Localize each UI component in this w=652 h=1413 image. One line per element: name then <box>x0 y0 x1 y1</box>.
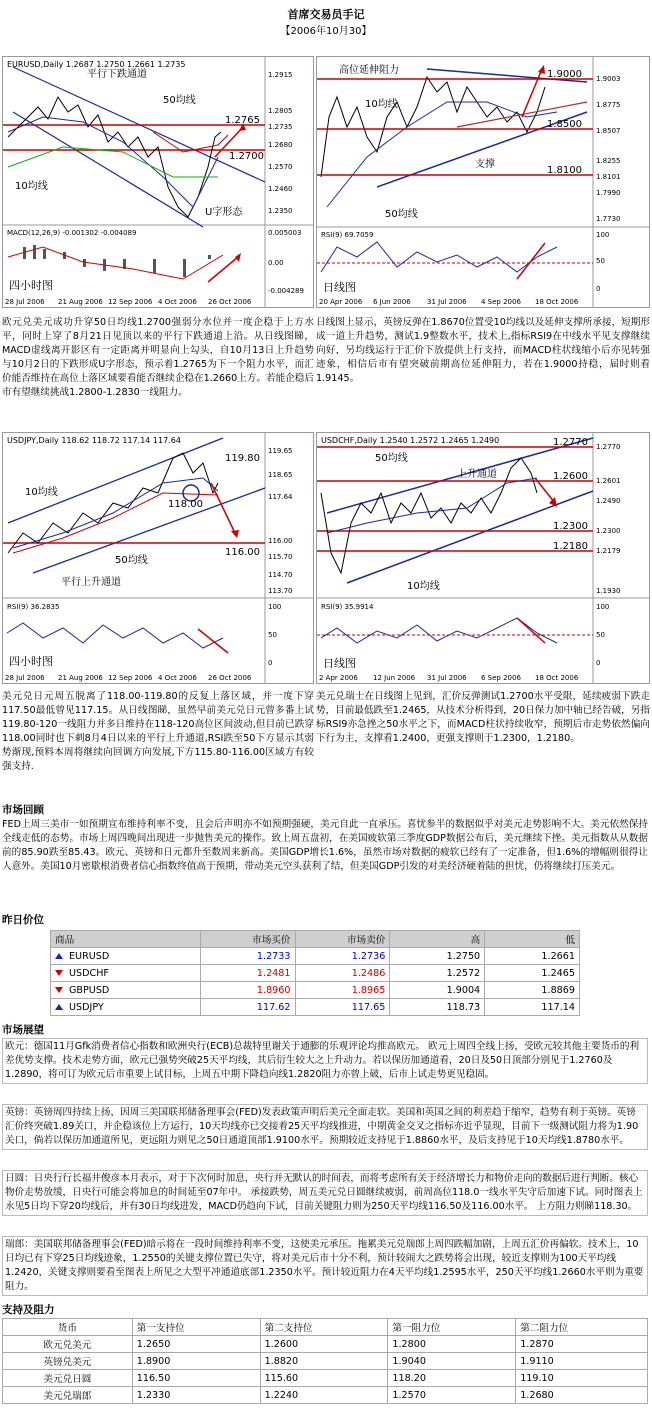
table-row: 美元兑瑞郎 1.2330 1.2240 1.2570 1.2680 <box>3 1387 648 1404</box>
svg-text:1.2735: 1.2735 <box>268 123 293 131</box>
outlook-heading: 市场展望 <box>2 1024 44 1036</box>
y-axis-labels <box>268 447 293 667</box>
svg-text:1.2570: 1.2570 <box>268 163 293 171</box>
svg-text:28 Jul 2006: 28 Jul 2006 <box>5 674 45 682</box>
svg-text:1.8775: 1.8775 <box>596 101 621 109</box>
svg-text:28 Jul 2006: 28 Jul 2006 <box>5 298 45 306</box>
yesterday-prices-heading: 昨日价位 <box>2 914 44 926</box>
svg-text:1.8255: 1.8255 <box>596 157 621 165</box>
market-review-text: FED上周三美市一如预期宣布维持利率不变，且会后声明亦不如预期强硬，美元自此一直承压。喜忧参半的数据似乎对美元走势影响不大。美元依然保持全线走低的态势。市场上周四晚间出现进一步抛售美元的操作。致上周五盘初，在美国疲软第三季度GDP数据公布后，美元继续下挫。美元指数从从数据前的85.90跌至85.43。欧元、英镑和日元都升至数周来新高。美国GDP增长1.6%，虽然市场对数据的疲软已经有了一定准备，但1.6%的增幅则很得让人意外。美国10月密歇根消费者信心指数终值高于预期，带动美元空头获利了结，但美国GDP引发的对美经济硬着陆的担忧，仍将继续打压美元。 <box>2 819 648 872</box>
svg-text:1.8507: 1.8507 <box>596 127 621 135</box>
svg-text:1.2179: 1.2179 <box>596 547 621 555</box>
usdchf-chart <box>316 432 650 684</box>
svg-text:1.8101: 1.8101 <box>596 173 621 181</box>
ann-ma50: 50均线 <box>375 453 408 464</box>
outlook-chf: 瑞郎：美国联邦储备理事会(FED)暗示将在一段时间维持利率不变，这使美元承压。拖累美元兑瑞郎上周四跌幅加剧，上周五汇价再偏软。技术上，10日均已有下穿25日均线迹象，1.2550的关键支撑位置已失守，将对美元后市十分不利，预计较闹大之跌势将会出现，较近支撑则为100天平均线1.2420，关键支撑则要看至图表上所见之大型平冲通道底部1.2350水平。预计较近阻力在4天平均线1.2595水平，250天平均线1.2660水平则为重要阻力。 <box>2 1236 648 1296</box>
svg-text:18 Oct 2006: 18 Oct 2006 <box>535 674 579 682</box>
svg-text:26 Oct 2006: 26 Oct 2006 <box>208 298 252 306</box>
rsi-label: RSI(9) 69.7059 <box>321 231 374 239</box>
x-axis-labels <box>319 674 579 682</box>
ann-ma10: 10均线 <box>25 487 58 498</box>
usdjpy-chart <box>2 432 314 684</box>
level-2: 118.00 <box>168 499 203 510</box>
table-row: 英镑兑美元 1.8900 1.8820 1.9040 1.9110 <box>3 1353 648 1370</box>
report-date: 【2006年10月30】 <box>280 26 372 37</box>
svg-text:1.2915: 1.2915 <box>268 71 293 79</box>
svg-text:1.2680: 1.2680 <box>268 141 293 149</box>
svg-text:1.2601: 1.2601 <box>596 477 621 485</box>
col-bid: 市场买价 <box>200 931 295 948</box>
level-3: 1.8100 <box>547 165 582 176</box>
svg-text:119.65: 119.65 <box>268 447 293 455</box>
level-2: 1.2700 <box>229 151 264 162</box>
page-title: 首席交易员手记 <box>287 8 365 21</box>
svg-text:1.2490: 1.2490 <box>596 497 621 505</box>
svg-text:1.2300: 1.2300 <box>596 527 621 535</box>
x-axis-labels <box>319 298 579 306</box>
ann-ma10: 10均线 <box>15 181 48 192</box>
chart-caption: EURUSD,Daily 1.2687 1.2750 1.2661 1.2735 <box>7 60 186 69</box>
ann-support: 支撑 <box>475 159 495 170</box>
ann-ma10: 10均线 <box>407 581 440 592</box>
svg-text:113.70: 113.70 <box>268 587 293 595</box>
svg-text:100: 100 <box>596 603 610 611</box>
ann-ma50: 50均线 <box>385 209 418 220</box>
gbpusd-chart <box>316 56 650 308</box>
chart-caption: USDCHF,Daily 1.2540 1.2572 1.2465 1.2490 <box>321 436 500 445</box>
table-row: 美元兑日圆 116.50 115.60 118.20 119.10 <box>3 1370 648 1387</box>
col-high: 高 <box>390 931 485 948</box>
svg-text:0: 0 <box>596 285 601 293</box>
rsi-label: RSI(9) 36.2835 <box>7 603 60 611</box>
level-1: 1.9000 <box>547 69 582 80</box>
col-s2: 第二支持位 <box>260 1319 388 1336</box>
level-2: 1.2600 <box>553 471 588 482</box>
outlook-gbp: 英镑：英镑周四持续上扬，因周三美国联邦储备理事会(FED)发表政策声明后美元全面走软。美国和英国之间的利差趋于缩窄，趋势有利于英镑。英镑汇价终突破1.89关口，并企稳该位上方运行，10天均线亦已交接着25天平均线推进，中期黄金交叉之指标亦近乎显现，目前下一级测试阻力将为1.90关口，倘若以保历加通道所见，更远阻力则见之50日通道顶部1.9100水平。预期较近支持见于1.8860水平，及后支持见于10天均线1.8780水平。 <box>2 1104 648 1150</box>
gbpusd-analysis: 日线图上显示，英镑反弹在1.8670位置受10均线以及延伸支撑所承接，短期形成一道上升趋势，测试1.9整数水平，技术上,指标RSI9在中线水平见支撑继续向好，另均线运行于汇价下放提供上行支持，而MACD柱状线缩小后亦见转强迹象，相信后市有望突破前期高位延伸阻力，若在1.9000持稳，届时则看1.9145。 <box>316 317 650 384</box>
svg-text:6 Jun 2006: 6 Jun 2006 <box>373 298 411 306</box>
usdjpy-analysis: 美元兑日元周五脱离了118.00-119.80的反复上落区域，并一度下穿117.50最低曾见117.15。从日线图睇，虽然早前美元兑日元曾多番上试119.80-120一线阻力并多日维持在118-120高位区间波动,但目前已跌穿118.00同时也下刺8月4日以来的平行上升通道,RSI跌至50下方显示其弱势渐现,预料本周将继续向回调方向发展,下方115.80-116.00区域方有较强支持. <box>2 691 314 772</box>
svg-text:1.2805: 1.2805 <box>268 107 293 115</box>
svg-text:100: 100 <box>268 603 282 611</box>
svg-text:0: 0 <box>596 659 601 667</box>
chart-caption: USDJPY,Daily 118.62 118.72 117.14 117.64 <box>7 436 181 445</box>
rsi-label: RSI(9) 35.9914 <box>321 603 374 611</box>
svg-text:1.2460: 1.2460 <box>268 185 293 193</box>
timeframe-label: 四小时图 <box>9 279 53 292</box>
svg-text:118.65: 118.65 <box>268 471 293 479</box>
col-ask: 市场卖价 <box>295 931 390 948</box>
svg-text:12 Jun 2006: 12 Jun 2006 <box>373 674 416 682</box>
outlook-eur: 欧元：德国11月Gfk消费者信心指数和欧洲央行(ECB)总裁特里谢关于通膨的乐观评论均推高欧元。 欧元上周四全线上扬，受欧元较其他主要货币的利差优势支撑。技术走势方面，欧元已强势突破25天平均线，其后衍生较大之上升动力。若以保历加通道看，20日及50日顶部分别见于1.2760及1.2890，将可订为欧元后市重要上试目标，上周五中期下降趋向线1.2820阻力亦曾上破，后市上试走势更见稳固。 <box>2 1038 648 1084</box>
col-r1: 第一阻力位 <box>388 1319 516 1336</box>
svg-text:21 Aug 2006: 21 Aug 2006 <box>58 674 103 682</box>
ann-channel: 平行上升通道 <box>61 577 121 588</box>
svg-text:4 Sep 2006: 4 Sep 2006 <box>481 298 521 306</box>
svg-text:116.00: 116.00 <box>268 537 293 545</box>
svg-text:0.005003: 0.005003 <box>268 229 302 237</box>
svg-text:26 Oct 2006: 26 Oct 2006 <box>208 674 252 682</box>
up-arrow-icon <box>55 953 63 959</box>
macd-label: MACD(12,26,9) -0.001302 -0.004089 <box>7 229 137 237</box>
svg-text:4 Oct 2006: 4 Oct 2006 <box>158 298 197 306</box>
col-pair: 货币 <box>3 1319 133 1336</box>
market-review-heading: 市场回顾 <box>2 804 44 816</box>
up-arrow-icon <box>55 1004 63 1010</box>
outlook-jpy: 日圆：日央行行长福井俊彦本月表示，对于下次何时加息，央行并无默认的时间表，而将考虑所有关于经济增长力和物价走向的数据后进行判断。核心物价走势放缓，日央行可能会将加息的时间延至07年中。 承接跌势，周五美元兑日圆继续疲弱，前周高位118.0一线水平失守后加速下试。同时图表上永见5日均下穿20均线后，并有30日均线进发，MACD仍趋向下试，目前关键阻力则为250天平均线116.50及116.00水平。 上方阻力则睇118.30。 <box>2 1170 648 1216</box>
svg-text:1.7990: 1.7990 <box>596 189 621 197</box>
svg-text:1.9003: 1.9003 <box>596 75 621 83</box>
svg-text:20 Apr 2006: 20 Apr 2006 <box>319 298 363 306</box>
ann-channel: 平行下跌通道 <box>87 69 147 80</box>
ann-extension: 高位延伸阻力 <box>339 65 399 76</box>
svg-text:50: 50 <box>596 631 605 639</box>
svg-text:114.70: 114.70 <box>268 571 293 579</box>
svg-text:2 Apr 2006: 2 Apr 2006 <box>319 674 358 682</box>
down-arrow-icon <box>55 987 63 993</box>
ann-ma50: 50均线 <box>115 555 148 566</box>
svg-text:4 Oct 2006: 4 Oct 2006 <box>158 674 197 682</box>
timeframe-label: 四小时图 <box>9 655 53 668</box>
level-4: 1.2180 <box>553 541 588 552</box>
y-axis-labels <box>596 75 621 293</box>
col-r2: 第二阻力位 <box>516 1319 648 1336</box>
svg-text:115.70: 115.70 <box>268 553 293 561</box>
timeframe-label: 日线图 <box>323 281 356 294</box>
svg-text:18 Oct 2006: 18 Oct 2006 <box>535 298 579 306</box>
svg-text:21 Aug 2006: 21 Aug 2006 <box>58 298 103 306</box>
svg-text:1.7730: 1.7730 <box>596 215 621 223</box>
table-row: EURUSD 1.2733 1.2736 1.2750 1.2661 <box>51 948 580 965</box>
svg-text:1.2770: 1.2770 <box>596 443 621 451</box>
yesterday-prices-table <box>50 930 580 1016</box>
y-axis-labels <box>596 443 621 667</box>
level-1: 1.2770 <box>553 437 588 448</box>
level-3: 1.2300 <box>553 521 588 532</box>
level-1: 1.2765 <box>225 115 260 126</box>
timeframe-label: 日线图 <box>323 657 356 670</box>
ann-channel: 上升通道 <box>457 469 497 480</box>
col-symbol: 商品 <box>51 931 201 948</box>
svg-text:0: 0 <box>268 659 273 667</box>
down-arrow-icon <box>55 970 63 976</box>
level-3: 116.00 <box>225 547 260 558</box>
svg-text:1.2350: 1.2350 <box>268 207 293 215</box>
ann-u-shape: U字形态 <box>205 207 243 218</box>
svg-text:6 Sep 2006: 6 Sep 2006 <box>481 674 521 682</box>
svg-text:1.1930: 1.1930 <box>596 587 621 595</box>
col-low: 低 <box>485 931 580 948</box>
table-row: 欧元兑美元 1.2650 1.2600 1.2800 1.2870 <box>3 1336 648 1353</box>
table-row: USDCHF 1.2481 1.2486 1.2572 1.2465 <box>51 965 580 982</box>
svg-text:31 Jul 2006: 31 Jul 2006 <box>427 298 467 306</box>
svg-text:117.64: 117.64 <box>268 493 293 501</box>
support-resistance-heading: 支持及阻力 <box>2 1304 55 1316</box>
svg-text:-0.004289: -0.004289 <box>268 287 304 295</box>
level-1: 119.80 <box>225 453 260 464</box>
svg-text:100: 100 <box>596 231 610 239</box>
x-axis-labels <box>5 298 252 306</box>
y-axis-labels <box>268 71 304 295</box>
x-axis-labels <box>5 674 252 682</box>
svg-text:50: 50 <box>596 257 605 265</box>
eurusd-analysis: 欧元兑美元成功升穿50日均线1.2700强弱分水位并一度企稳于上方水平，同时上穿了8月21日见顶以来的平行下跌通道上沿。从日线图睇，MACD虚线离开影区有一定距离并明显向上勾头，自10月13日上升趋势与10月2日的下跌形成U字形态，预示着1.2765为下一个阻力水平，而汇价能否维持在高位上落区域要看能否继续企稳在1.2660上方。若能企稳后市有望继续挑战1.2800-1.2830一线阻力。 <box>2 317 314 398</box>
svg-text:31 Jul 2006: 31 Jul 2006 <box>427 674 467 682</box>
svg-text:50: 50 <box>268 631 277 639</box>
usdchf-analysis: 美元兑瑞士在日线图上见到，汇价反弹测试1.2700水平受限，延续疲弱下跌走势，目前最低跌至1.2465，从技术分析得到，20日保力加中轴已经告破，另指标RSI9亦急挫之50水平之下，而MACD柱状持续收窄，预期后市走势依然偏向下行为主，支撑看1.2400，更强支撑则于1.2300，1.2180。 <box>316 691 650 744</box>
support-resistance-table <box>2 1318 648 1404</box>
level-2: 1.8500 <box>547 119 582 130</box>
ann-ma10: 10均线 <box>365 99 398 110</box>
svg-text:12 Sep 2006: 12 Sep 2006 <box>108 298 153 306</box>
table-row: USDJPY 117.62 117.65 118.73 117.14 <box>51 999 580 1016</box>
table-row: GBPUSD 1.8960 1.8965 1.9004 1.8869 <box>51 982 580 999</box>
ann-ma50: 50均线 <box>163 95 196 106</box>
svg-text:0.00: 0.00 <box>268 259 284 267</box>
col-s1: 第一支持位 <box>132 1319 260 1336</box>
eurusd-chart <box>2 56 314 308</box>
svg-text:12 Sep 2006: 12 Sep 2006 <box>108 674 153 682</box>
